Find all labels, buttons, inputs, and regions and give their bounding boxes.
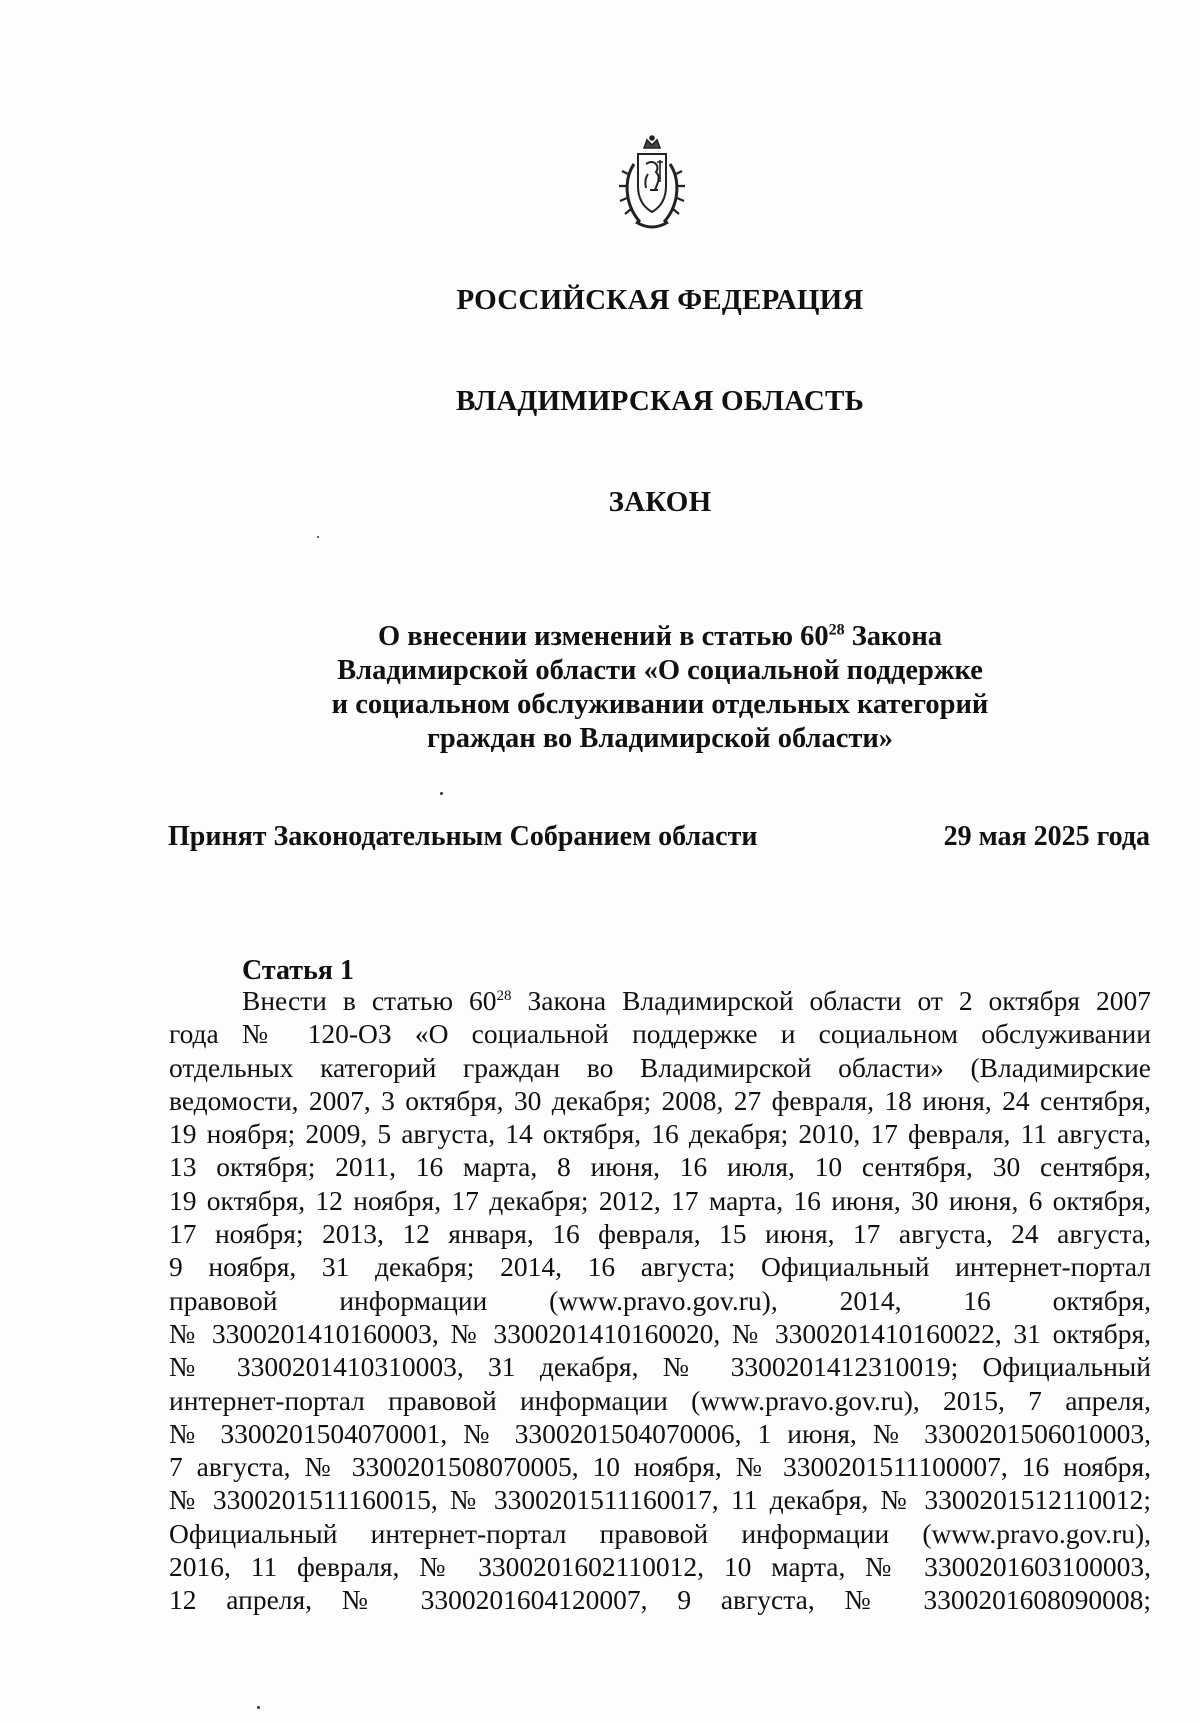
adoption-date: 29 мая 2025 года [943, 821, 1150, 852]
scan-speck [317, 536, 319, 538]
adoption-label: Принят Законодательным Собранием области [168, 821, 758, 852]
scan-speck [440, 792, 443, 795]
law-title-line-4: граждан во Владимирской области» [426, 723, 894, 754]
article-body-line: 9 ноября, 31 декабря; 2014, 16 августа; Официальный интернет-портал [169, 1251, 1151, 1283]
article-body-line: № 3300201410310003, 31 декабря, № 3300201412310019; Официальный [169, 1351, 1151, 1383]
law-title-line-3: и социальном обслуживании отдельных категорий [331, 689, 989, 720]
article-body-line: № 3300201410160003, № 3300201410160020, № 3300201410160022, 31 октября, [169, 1317, 1151, 1349]
article-body-line: 2016, 11 февраля, № 3300201602110012, 10 марта, № 3300201603100003, [169, 1551, 1151, 1583]
article-body-line: 17 ноября; 2013, 12 января, 16 февраля, 15 июня, 17 августа, 24 августа, [169, 1218, 1151, 1250]
law-title-line-2: Владимирской области «О социальной поддержке [337, 655, 983, 686]
adoption-line [168, 821, 1150, 853]
article-heading: Статья 1 [242, 955, 354, 986]
article-body-line: правовой информации (www.pravo.gov.ru), 2014, 16 октября, [169, 1284, 1151, 1316]
country-heading: РОССИЙСКАЯ ФЕДЕРАЦИЯ [456, 284, 864, 316]
article-body-line: 13 октября; 2011, 16 марта, 8 июня, 16 июля, 10 сентября, 30 сентября, [169, 1151, 1151, 1183]
document-type-heading: ЗАКОН [608, 486, 712, 518]
article-body-line: года № 120-ОЗ «О социальной поддержке и социальном обслуживании [169, 1018, 1151, 1050]
region-heading: ВЛАДИМИРСКАЯ ОБЛАСТЬ [456, 385, 864, 417]
article-body-line: 12 апреля, № 3300201604120007, 9 августа, № 3300201608090008; [169, 1584, 1151, 1616]
scan-speck [257, 1706, 260, 1709]
article-body [169, 984, 1151, 1617]
article-body-line: Внести в статью $60^{28}$ Закона Владимирской области от 2 октября 2007 [242, 985, 1151, 1016]
article-body-line: 19 октября, 12 ноября, 17 декабря; 2012, 17 марта, 16 июня, 30 июня, 6 октября, [169, 1184, 1151, 1216]
article-body-line: 19 ноября; 2009, 5 августа, 14 октября, 16 декабря; 2010, 17 февраля, 11 августа, [169, 1118, 1151, 1150]
article-body-line: 7 августа, № 3300201508070005, 10 ноября, № 3300201511100007, 16 ноября, [169, 1451, 1151, 1483]
article-body-line: № 3300201504070001, № 3300201504070006, 1 июня, № 3300201506010003, [169, 1417, 1151, 1449]
article-body-line: Официальный интернет-портал правовой информации (www.pravo.gov.ru), [169, 1517, 1151, 1549]
article-body-line: интернет-портал правовой информации (www.pravo.gov.ru), 2015, 7 апреля, [169, 1384, 1151, 1416]
law-title [300, 620, 1020, 756]
law-title-line-1: О внесении изменений в статью $60^{28}$ Закона [377, 621, 943, 652]
article-body-line: № 3300201511160015, № 3300201511160017, 11 декабря, № 3300201512110012; [169, 1484, 1151, 1516]
article-body-line: ведомости, 2007, 3 октября, 30 декабря; 2008, 27 февраля, 18 июня, 24 сентября, [169, 1084, 1151, 1116]
article-body-line: отдельных категорий граждан во Владимирской области» (Владимирские [169, 1051, 1151, 1083]
coat-of-arms-emblem [614, 134, 690, 234]
